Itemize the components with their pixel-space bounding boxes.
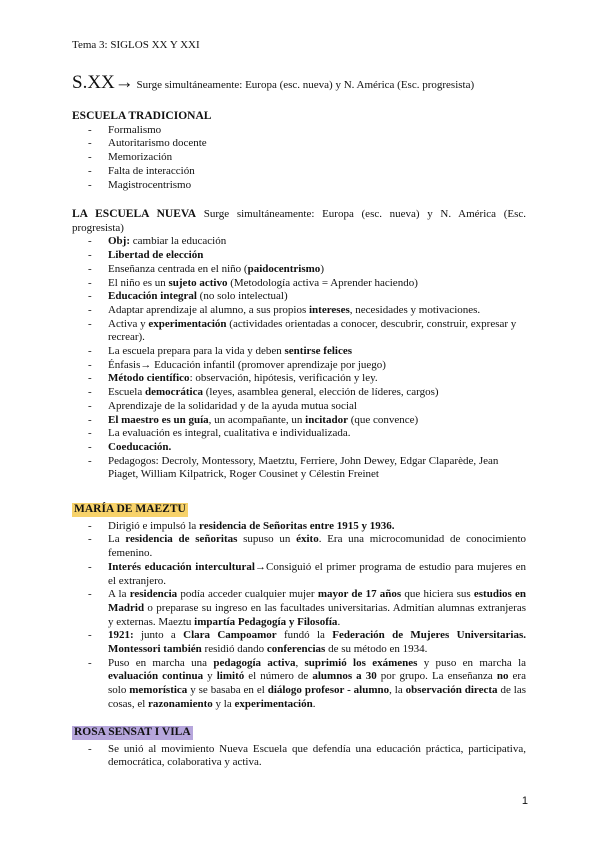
- text-run: Puso en marcha una: [108, 656, 214, 669]
- section-rosa-sensat: [72, 726, 526, 770]
- list-item: [72, 277, 526, 291]
- list-item: [72, 588, 526, 629]
- text-run: .: [337, 615, 341, 628]
- bold-text: memorística: [129, 684, 188, 697]
- section-title: LA ESCUELA NUEVA: [72, 208, 197, 220]
- bold-text: intereses: [309, 303, 350, 316]
- text-run: y se basaba en el: [187, 684, 268, 697]
- arrow-icon: →: [114, 72, 134, 93]
- sxx-text: Surge simultáneamente: Europa (esc. nueva) y N. América (Esc. progresista): [133, 79, 475, 91]
- text-run: Adaptar aprendizaje al alumno, a sus propios: [108, 303, 309, 316]
- text-run: . Era una microcomunidad de conocimiento femenino.: [108, 533, 526, 560]
- section-title-highlighted: ROSA SENSAT I VILA: [74, 726, 191, 738]
- list-item: [72, 441, 526, 455]
- bold-text: conferencias: [266, 643, 326, 656]
- text-run: La escuela prepara para la vida y deben: [108, 345, 285, 358]
- bold-text: Coeducación.: [108, 440, 172, 453]
- bold-text: paidocentrismo: [247, 262, 321, 275]
- text-run: por grupo. La enseñanza: [376, 670, 497, 683]
- maeztu-list: [72, 520, 526, 712]
- bold-text: mayor de 17 años: [317, 588, 402, 601]
- bold-text: residencia de señoritas: [125, 533, 238, 546]
- list-item: - Magistrocentrismo: [72, 179, 526, 193]
- section-title-highlighted: MARÍA DE MAEZTU: [74, 503, 186, 515]
- text-run: (actividades orientadas a conocer, descubrir, construir, expresar y recrear).: [108, 317, 517, 344]
- text-run: Activa y: [108, 317, 149, 330]
- bold-text: 1921:: [108, 629, 134, 642]
- text-run: : observación, hipótesis, verificación y ley.: [189, 372, 378, 385]
- text-run: de su método en 1934.: [325, 643, 428, 656]
- running-header: Tema 3: SIGLOS XX Y XXI: [72, 39, 200, 51]
- list-item: [72, 657, 526, 712]
- text-run: Énfasis→ Educación infantil (promover aprendizaje por juego): [108, 358, 386, 371]
- bold-text: Interés educación intercultural: [108, 560, 255, 573]
- text-run: , la: [389, 684, 406, 697]
- list-item: [72, 304, 526, 318]
- list-item: [72, 263, 526, 277]
- text-run: cambiar la educación: [130, 235, 227, 248]
- bold-text: Federación de Mujeres Universitarias. Montessori también: [108, 629, 526, 656]
- text-run: .: [312, 697, 316, 710]
- list-item: [72, 290, 526, 304]
- section-title-line: [72, 208, 526, 235]
- text-run: A la: [108, 588, 130, 601]
- text-run: junto a: [133, 629, 184, 642]
- list-item: [72, 561, 526, 588]
- text-run: Se unió al movimiento Nueva Escuela que defendía una educación práctica, participativa, democrática, colaborativa y activa.: [108, 742, 526, 769]
- page-number: 1: [521, 795, 528, 807]
- section-maria-de-maeztu: [72, 503, 526, 712]
- bold-text: razonamiento: [148, 697, 213, 710]
- bold-text: observación directa: [405, 684, 498, 697]
- section-title: ESCUELA TRADICIONAL: [72, 110, 212, 122]
- text-run: y: [203, 670, 217, 683]
- list-item: [72, 455, 526, 482]
- text-run: El niño es un: [108, 276, 169, 289]
- text-run: y puso en marcha la: [417, 656, 527, 669]
- text-run: Pedagogos: Decroly, Montessory, Maetztu, Ferriere, John Dewey, Edgar Claparède, Jean Piaget, William Kilpatrick, Roger Cousinet y Célestin Freinet: [108, 454, 499, 481]
- section-escuela-nueva: [72, 208, 526, 482]
- list-item: - Formalismo: [72, 124, 526, 138]
- bold-text: democrática: [144, 386, 203, 399]
- sensat-list: [72, 743, 526, 770]
- text-run: residió dando: [201, 643, 267, 656]
- section-escuela-tradicional: [72, 110, 526, 192]
- list-item: [72, 743, 526, 770]
- text-run: era solo: [108, 670, 526, 697]
- text-run: ): [320, 262, 324, 275]
- bold-text: éxito: [296, 533, 319, 546]
- text-run: supuso un: [237, 533, 297, 546]
- list-item: - Falta de interacción: [72, 165, 526, 179]
- bold-text: alumnos a 30: [312, 670, 377, 683]
- list-item: [72, 414, 526, 428]
- text-run: Escuela: [108, 386, 145, 399]
- bold-text: experimentación: [148, 317, 227, 330]
- text-run: , necesidades y motivaciones.: [349, 303, 481, 316]
- list-item: [72, 235, 526, 249]
- list-item: [72, 249, 526, 263]
- text-run: (leyes, asamblea general, elección de líderes, cargos): [202, 386, 439, 399]
- list-item: [72, 359, 526, 373]
- text-run: (que convence): [347, 413, 419, 426]
- text-run: (no solo intelectual): [196, 290, 288, 303]
- traditional-list: [72, 124, 526, 193]
- text-run: →Consiguió el primer programa de estudio para mujeres en el extranjero.: [108, 560, 526, 587]
- bold-text: Libertad de elección: [108, 249, 204, 262]
- bold-text: evaluación continua: [108, 670, 204, 683]
- text-run: o preparase su ingreso en las facultades universitarias. Admitían alumnas extranjeras y externas. Maeztu: [108, 601, 526, 628]
- bold-text: suprimió los exámenes: [304, 656, 418, 669]
- text-run: y la: [212, 697, 235, 710]
- bold-text: limitó: [216, 670, 245, 683]
- bold-text: pedagogía activa: [213, 656, 296, 669]
- text-run: de las cosas, el: [108, 684, 526, 710]
- text-run: (Metodología activa = Aprender haciendo): [227, 276, 418, 289]
- list-item: - Memorización: [72, 151, 526, 165]
- bold-text: sujeto activo: [168, 276, 228, 289]
- bold-text: residencia de Señoritas entre 1915 y 1936.: [199, 519, 395, 532]
- nueva-list: [72, 235, 526, 482]
- section-title-suffix: Surge simultáneamente: Europa (esc. nueva) y N. América (Esc. progresista): [72, 208, 527, 234]
- bold-text: impartía Pedagogía y Filosofía: [194, 615, 338, 628]
- bold-text: no: [496, 670, 509, 683]
- list-item: - Autoritarismo docente: [72, 137, 526, 151]
- text-run: Dirigió e impulsó la: [108, 519, 200, 532]
- text-run: que hiciera sus: [401, 588, 474, 601]
- bold-text: Clara Campoamor: [183, 629, 277, 642]
- bold-text: estudios en Madrid: [108, 588, 526, 614]
- text-run: La: [108, 533, 126, 546]
- text-run: Enseñanza centrada en el niño (: [108, 262, 248, 275]
- text-run: el número de: [244, 670, 313, 683]
- bold-text: experimentación: [234, 697, 313, 710]
- bold-text: diálogo profesor - alumno: [267, 684, 390, 697]
- list-item: [72, 345, 526, 359]
- text-run: Aprendizaje de la solidaridad y de la ayuda mutua social: [108, 399, 357, 412]
- bold-text: Educación integral: [108, 290, 197, 303]
- list-item: [72, 520, 526, 534]
- text-run: fundó la: [276, 629, 333, 642]
- bold-text: El maestro es un guía: [108, 413, 209, 426]
- bold-text: Método científico: [108, 372, 190, 385]
- list-item: [72, 372, 526, 386]
- list-item: [72, 318, 526, 345]
- list-item: [72, 386, 526, 400]
- sxx-label: S.XX: [72, 72, 115, 93]
- list-item: [72, 533, 526, 560]
- list-item: [72, 400, 526, 414]
- text-run: , un acompañante, un: [208, 413, 306, 426]
- text-run: La evaluación es integral, cualitativa e individualizada.: [108, 427, 351, 440]
- list-item: [72, 629, 526, 656]
- sxx-line: [72, 72, 474, 94]
- bold-text: incitador: [305, 413, 348, 426]
- bold-text: sentirse felices: [284, 345, 353, 358]
- text-run: podía acceder cualquier mujer: [177, 588, 318, 601]
- bold-text: residencia: [129, 588, 178, 601]
- bold-text: Obj:: [108, 235, 130, 248]
- text-run: ,: [295, 656, 305, 669]
- list-item: [72, 427, 526, 441]
